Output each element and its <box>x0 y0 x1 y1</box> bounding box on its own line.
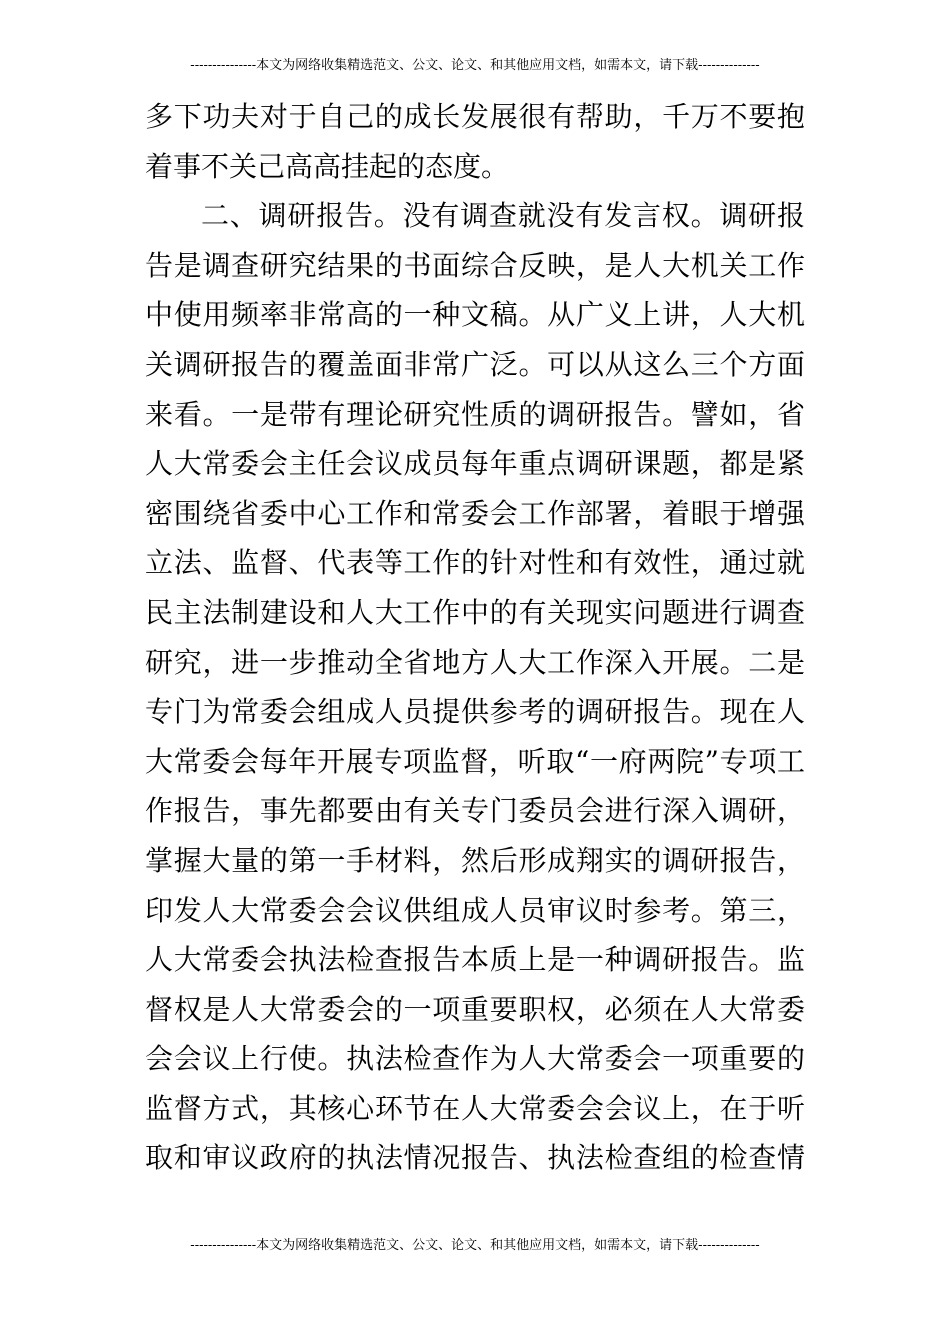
text-line: 人大常委会执法检查报告本质上是一种调研报告。监 <box>145 943 805 977</box>
page-footer: ---------------本文为网络收集精选范文、公文、论文、和其他应用文档，如需本文，请下载-------------- <box>190 1238 760 1253</box>
text-line: 多下功夫对于自己的成长发展很有帮助，千万不要抱 <box>145 100 805 133</box>
text-line: 关调研报告的覆盖面非常广泛。可以从这么三个方面 <box>145 347 805 381</box>
text-line: 研究，进一步推动全省地方人大工作深入开展。二是 <box>145 645 805 679</box>
text-line: 印发人大常委会会议供组成人员审议时参考。第三， <box>145 893 805 927</box>
text-line: 掌握大量的第一手材料，然后形成翔实的调研报告， <box>145 843 805 877</box>
text-line: 作报告，事先都要由有关专门委员会进行深入调研， <box>145 794 805 828</box>
text-line: 密围绕省委中心工作和常委会工作部署，着眼于增强 <box>145 496 805 530</box>
text-line: 来看。一是带有理论研究性质的调研报告。譬如，省 <box>145 397 805 431</box>
text-line: 监督方式，其核心环节在人大常委会会议上，在于听 <box>145 1091 805 1125</box>
paragraph-start-line: 二、调研报告。没有调查就没有发言权。调研报 <box>201 199 805 233</box>
text-line: 中使用频率非常高的一种文稿。从广义上讲，人大机 <box>145 298 805 332</box>
text-line: 告是调查研究结果的书面综合反映，是人大机关工作 <box>145 248 805 282</box>
text-line: 督权是人大常委会的一项重要职权，必须在人大常委 <box>145 992 805 1026</box>
text-line: 大常委会每年开展专项监督，听取“一府两院”专项工 <box>145 744 805 778</box>
text-line: 会会议上行使。执法检查作为人大常委会一项重要的 <box>145 1042 805 1076</box>
text-line: 取和审议政府的执法情况报告、执法检查组的检查情 <box>145 1141 805 1175</box>
text-line: 立法、监督、代表等工作的针对性和有效性，通过就 <box>145 546 805 580</box>
text-line: 民主法制建设和人大工作中的有关现实问题进行调查 <box>145 595 805 629</box>
text-line: 人大常委会主任会议成员每年重点调研课题，都是紧 <box>145 447 805 481</box>
document-body <box>145 92 805 1183</box>
text-line: 专门为常委会组成人员提供参考的调研报告。现在人 <box>145 695 805 729</box>
page-header: ---------------本文为网络收集精选范文、公文、论文、和其他应用文档，如需本文，请下载-------------- <box>190 58 760 73</box>
text-line: 着事不关己高高挂起的态度。 <box>145 149 510 183</box>
